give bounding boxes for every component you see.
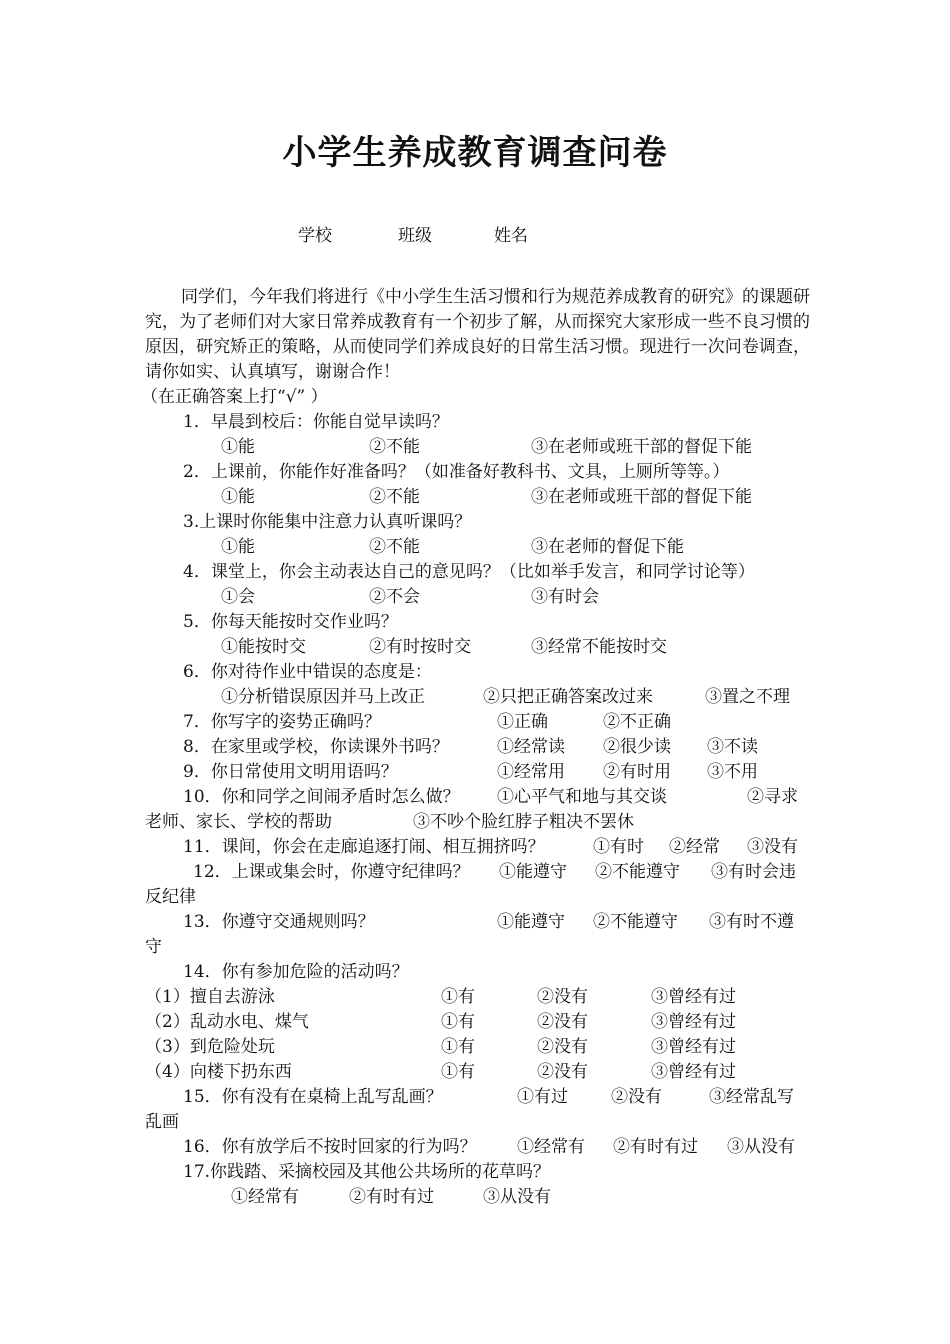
option-1[interactable]: ①分析错误原因并马上改正: [221, 687, 425, 707]
option-3[interactable]: ③不吵个脸红脖子粗决不罢休: [413, 812, 634, 832]
question-13-continued: [145, 935, 810, 960]
question-2: [145, 460, 810, 485]
question-6-options: [145, 685, 810, 710]
option-1[interactable]: ①会: [221, 587, 255, 607]
option-2[interactable]: ②有时用: [603, 762, 671, 782]
option-3[interactable]: ③从没有: [483, 1187, 551, 1207]
option-1[interactable]: ①能: [221, 437, 255, 457]
option-2[interactable]: ②有时按时交: [369, 637, 471, 657]
question-2-options: [145, 485, 810, 510]
option-2[interactable]: ②不正确: [603, 712, 671, 732]
option-2[interactable]: ②有时有过: [613, 1137, 698, 1157]
option-2[interactable]: ②寻求: [747, 787, 798, 807]
question-5-options: [145, 635, 810, 660]
question-14-item-1: [145, 985, 810, 1010]
question-3-options: [145, 535, 810, 560]
option-2[interactable]: ②不能遵守: [595, 862, 680, 882]
option-3[interactable]: ③在老师或班干部的督促下能: [531, 487, 752, 507]
option-1[interactable]: ①能按时交: [221, 637, 306, 657]
option-1[interactable]: ①能遵守: [499, 862, 567, 882]
question-text: 14．你有参加危险的活动吗？: [183, 962, 409, 982]
option-2[interactable]: ②没有: [537, 1062, 588, 1082]
question-text: 16．你有放学后不按时回家的行为吗？: [183, 1137, 477, 1157]
instruction-line: （在正确答案上打“√” ）: [141, 387, 328, 407]
question-10-continued: [145, 810, 810, 835]
option-1[interactable]: ①有过: [517, 1087, 568, 1107]
option-3[interactable]: ③有时会: [531, 587, 599, 607]
question-14: [145, 960, 810, 985]
option-2[interactable]: ②没有: [537, 1037, 588, 1057]
option-3-continued[interactable]: 乱画: [145, 1112, 179, 1132]
question-text: 13．你遵守交通规则吗？: [183, 912, 375, 932]
question-6: [145, 660, 810, 685]
question-17-options: [145, 1185, 810, 1210]
question-text: 11．课间，你会在走廊追逐打闹、相互拥挤吗？: [183, 837, 545, 857]
item-label: （4）向楼下扔东西: [145, 1062, 292, 1082]
option-1[interactable]: ①经常有: [517, 1137, 585, 1157]
option-1[interactable]: ①经常有: [231, 1187, 299, 1207]
question-text: 3.上课时你能集中注意力认真听课吗？: [183, 512, 472, 532]
question-14-item-2: [145, 1010, 810, 1035]
item-label: （2）乱动水电、煤气: [145, 1012, 309, 1032]
option-3[interactable]: ③曾经有过: [651, 987, 736, 1007]
question-12: [145, 860, 810, 885]
question-11: [145, 835, 810, 860]
option-2[interactable]: ②不会: [369, 587, 420, 607]
question-text: 2．上课前，你能作好准备吗？（如准备好教科书、文具，上厕所等等。）: [183, 462, 730, 482]
student-info-row: [0, 224, 950, 249]
option-1[interactable]: ①有: [441, 1012, 475, 1032]
option-3[interactable]: ③经常乱写: [709, 1087, 794, 1107]
option-2[interactable]: ②没有: [537, 987, 588, 1007]
option-2[interactable]: ②没有: [611, 1087, 662, 1107]
option-1[interactable]: ①经常用: [497, 762, 565, 782]
question-16: [145, 1135, 810, 1160]
question-text: 12．上课或集会时，你遵守纪律吗？: [193, 862, 470, 882]
question-14-item-4: [145, 1060, 810, 1085]
option-2-continued[interactable]: 老师、家长、学校的帮助: [145, 812, 332, 832]
question-1-options: [145, 435, 810, 460]
option-3[interactable]: ③不用: [707, 762, 758, 782]
option-1[interactable]: ①能: [221, 537, 255, 557]
page-title: 小学生养成教育调查问卷: [282, 133, 668, 173]
question-text: 8．在家里或学校，你读课外书吗？: [183, 737, 449, 757]
question-12-continued: [145, 885, 810, 910]
question-4-options: [145, 585, 810, 610]
question-14-item-3: [145, 1035, 810, 1060]
option-1[interactable]: ①有时: [593, 837, 644, 857]
question-10: [145, 785, 810, 810]
question-text: 15．你有没有在桌椅上乱写乱画？: [183, 1087, 443, 1107]
question-15-continued: [145, 1110, 810, 1135]
question-text: 6．你对待作业中错误的态度是：: [183, 662, 432, 682]
option-2[interactable]: ②不能遵守: [593, 912, 678, 932]
question-9: [145, 760, 810, 785]
option-2[interactable]: ②不能: [369, 537, 420, 557]
option-1[interactable]: ①经常读: [497, 737, 565, 757]
option-3[interactable]: ③在老师或班干部的督促下能: [531, 437, 752, 457]
option-3[interactable]: ③曾经有过: [651, 1012, 736, 1032]
option-3[interactable]: ③曾经有过: [651, 1062, 736, 1082]
option-1[interactable]: ①有: [441, 1037, 475, 1057]
option-2[interactable]: ②不能: [369, 487, 420, 507]
question-4: [145, 560, 810, 585]
option-2[interactable]: ②很少读: [603, 737, 671, 757]
item-label: （3）到危险处玩: [145, 1037, 275, 1057]
option-3[interactable]: ③曾经有过: [651, 1037, 736, 1057]
question-1: [145, 410, 810, 435]
survey-body: [141, 285, 810, 1210]
class-label: 班级: [398, 226, 432, 246]
option-3[interactable]: ③经常不能按时交: [531, 637, 667, 657]
option-3[interactable]: ③从没有: [727, 1137, 795, 1157]
school-label: 学校: [298, 226, 332, 246]
question-text: 5．你每天能按时交作业吗？: [183, 612, 398, 632]
item-label: （1）擅自去游泳: [145, 987, 275, 1007]
option-3-continued[interactable]: 守: [145, 937, 162, 957]
option-2[interactable]: ②没有: [537, 1012, 588, 1032]
option-1[interactable]: ①有: [441, 987, 475, 1007]
option-1[interactable]: ①能: [221, 487, 255, 507]
question-text: 9．你日常使用文明用语吗？: [183, 762, 398, 782]
intro-paragraph: 同学们，今年我们将进行《中小学生生活习惯和行为规范养成教育的研究》的课题研究，为了老师们对大家日常养成教育有一个初步了解，从而探究大家形成一些不良习惯的原因，研究矫正的策略，从而使同学们养成良好的日常生活习惯。现进行一次问卷调查，请你如实、认真填写，谢谢合作！: [145, 287, 810, 382]
question-5: [145, 610, 810, 635]
option-3[interactable]: ③在老师的督促下能: [531, 537, 684, 557]
question-7: [145, 710, 810, 735]
question-3: [145, 510, 810, 535]
question-13: [145, 910, 810, 935]
name-label: 姓名: [494, 226, 528, 246]
option-3[interactable]: ③有时不遵: [709, 912, 794, 932]
option-3[interactable]: ③没有: [747, 837, 798, 857]
question-text: 4．课堂上，你会主动表达自己的意见吗？（比如举手发言，和同学讨论等）: [183, 562, 755, 582]
question-8: [145, 735, 810, 760]
question-text: 10．你和同学之间闹矛盾时怎么做？: [183, 787, 460, 807]
option-1[interactable]: ①心平气和地与其交谈: [497, 787, 667, 807]
option-2[interactable]: ②有时有过: [349, 1187, 434, 1207]
option-3[interactable]: ③置之不理: [705, 687, 790, 707]
option-1[interactable]: ①正确: [497, 712, 548, 732]
option-2[interactable]: ②经常: [669, 837, 720, 857]
question-text: 1．早晨到校后：你能自觉早读吗？: [183, 412, 449, 432]
option-2[interactable]: ②不能: [369, 437, 420, 457]
option-2[interactable]: ②只把正确答案改过来: [483, 687, 653, 707]
question-15: [145, 1085, 810, 1110]
option-3[interactable]: ③有时会违: [711, 862, 796, 882]
option-3-continued[interactable]: 反纪律: [145, 887, 196, 907]
option-3[interactable]: ③不读: [707, 737, 758, 757]
question-text: 7．你写字的姿势正确吗？: [183, 712, 381, 732]
option-1[interactable]: ①有: [441, 1062, 475, 1082]
question-text: 17.你践踏、采摘校园及其他公共场所的花草吗？: [183, 1162, 551, 1182]
option-1[interactable]: ①能遵守: [497, 912, 565, 932]
question-17: [145, 1160, 810, 1185]
